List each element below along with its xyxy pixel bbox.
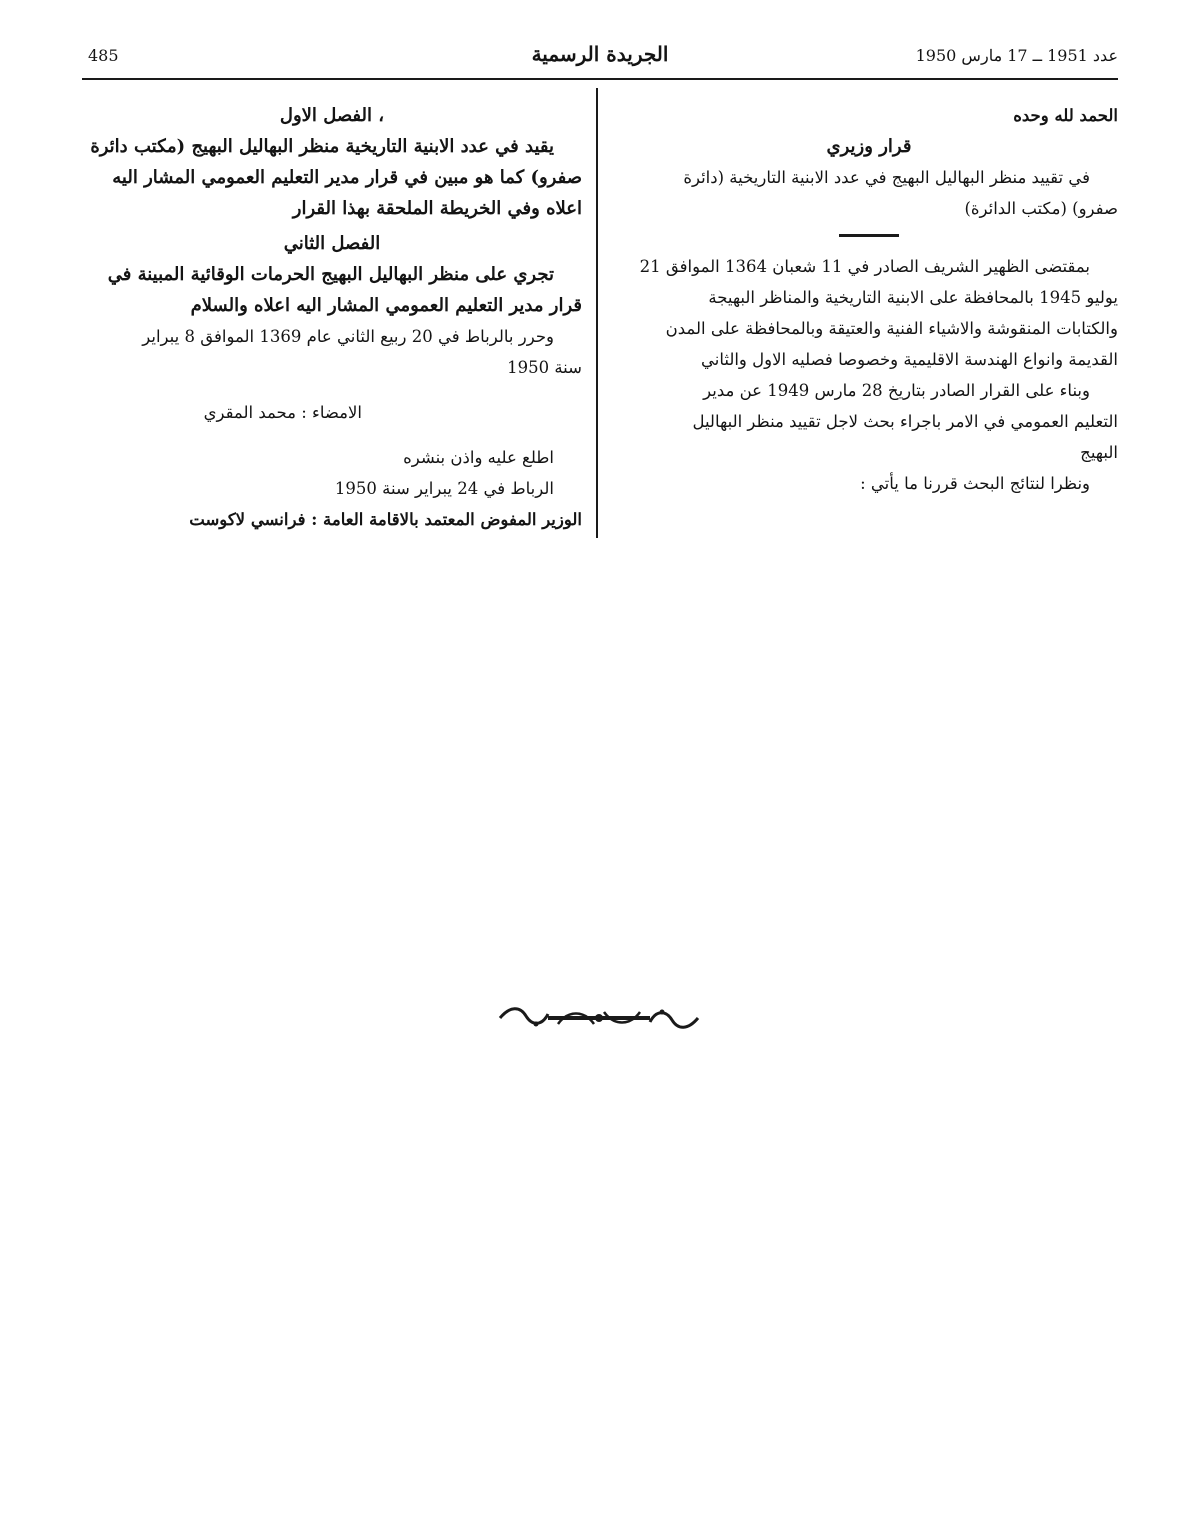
minister-signature: الوزير المفوض المعتمد بالاقامة العامة : فرانسي لاكوست	[189, 510, 582, 529]
dated-line: وحرر بالرباط في 20 ربيع الثاني عام 1369 الموافق 8 يبراير	[142, 327, 554, 346]
opening-line: الحمد لله وحده	[1013, 106, 1118, 125]
page-header	[82, 42, 1118, 80]
chapter-1-line: يقيد في عدد الابنية التاريخية منظر البهاليل البهيج (مكتب دائرة	[90, 136, 554, 157]
approval-line: اطلع عليه واذن بنشره	[403, 448, 554, 467]
decorative-flourish-icon	[496, 1004, 702, 1032]
chapter-1-title: ، الفصل الاول	[279, 105, 385, 126]
column-divider	[596, 88, 598, 538]
decree-subject: في تقييد منظر البهاليل البهيج في عدد الابنية التاريخية (دائرة	[683, 168, 1090, 187]
issue-line: عدد 1951 ــ 17 مارس 1950	[915, 46, 1118, 65]
section-rule	[839, 234, 899, 237]
chapter-2-title: الفصل الثاني	[283, 233, 381, 254]
body-line: وبناء على القرار الصادر بتاريخ 28 مارس 1949 عن مدير	[703, 381, 1090, 400]
page-number: 485	[88, 46, 119, 65]
body-line: القديمة وانواع الهندسة الاقليمية وخصوصا فصليه الاول والثاني	[700, 350, 1118, 369]
body-line: ونظرا لنتائج البحث قررنا ما يأتي :	[860, 474, 1090, 493]
body-line: بمقتضى الظهير الشريف الصادر في 11 شعبان 1364 الموافق 21	[639, 257, 1090, 276]
right-column	[620, 100, 1118, 499]
signature-line: الامضاء : محمد المقري	[203, 403, 362, 422]
chapter-1-line: صفرو) كما هو مبين في قرار مدير التعليم العمومي المشار اليه	[112, 167, 582, 188]
left-column	[82, 100, 582, 535]
chapter-2-line: تجري على منظر البهاليل البهيج الحرمات الوقائية المبينة في	[107, 264, 554, 285]
decree-subject: صفرو) (مكتب الدائرة)	[964, 199, 1118, 218]
gazette-title: الجريدة الرسمية	[531, 42, 669, 66]
decree-title: قرار وزيري	[826, 136, 912, 157]
chapter-2-line: قرار مدير التعليم العمومي المشار اليه اعلاه والسلام	[190, 295, 582, 316]
body-line: يوليو 1945 بالمحافظة على الابنية التاريخية والمناظر البهيجة	[708, 288, 1118, 307]
dated-line: سنة 1950	[507, 358, 582, 377]
body-line: والكتابات المنقوشة والاشياء الفنية والعتيقة وبالمحافظة على المدن	[665, 319, 1118, 338]
chapter-1-line: اعلاه وفي الخريطة الملحقة بهذا القرار	[292, 198, 582, 219]
approval-date: الرباط في 24 يبراير سنة 1950	[334, 479, 554, 498]
body-line: التعليم العمومي في الامر باجراء بحث لاجل تقييد منظر البهاليل	[692, 412, 1118, 431]
body-line: البهيج	[1080, 443, 1118, 462]
